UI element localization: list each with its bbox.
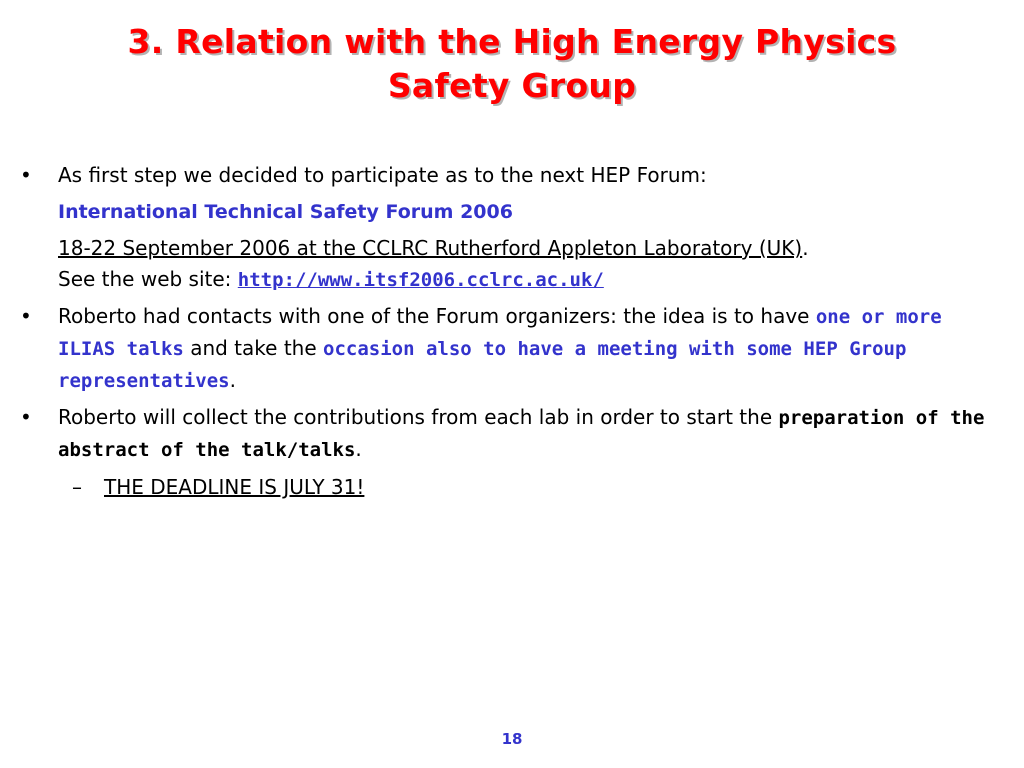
forum-name-line	[58, 196, 998, 228]
bullet-item-2	[20, 301, 998, 397]
sub-bullet-item	[72, 472, 998, 503]
bullet-2-text	[58, 301, 998, 397]
bullet-1-text: As first step we decided to participate as to the next HEP Forum:	[58, 163, 707, 187]
bullet-marker: •	[20, 405, 32, 429]
bullet-2-highlight-2: occasion also to have a meeting with some HEP Group representatives	[58, 338, 907, 392]
bullet-marker: •	[20, 163, 32, 187]
title-line-2: Safety Group	[387, 66, 637, 105]
forum-name: International Technical Safety Forum 2006	[58, 201, 513, 223]
website-link[interactable]: http://www.itsf2006.cclrc.ac.uk/	[237, 269, 604, 291]
forum-dates-location: 18-22 September 2006 at the CCLRC Rutherford Appleton Laboratory (UK)	[58, 236, 803, 260]
deadline-text: THE DEADLINE IS JULY 31!	[104, 475, 365, 499]
forum-dates-period: .	[802, 236, 809, 260]
bullet-2-highlight-1: one or more ILIAS talks	[58, 306, 942, 360]
slide-title	[60, 20, 964, 108]
bullet-2-text-before: Roberto had contacts with one of the Forum organizers: the idea is to have	[58, 304, 816, 328]
bullet-item-3	[20, 402, 998, 466]
dash-marker: –	[72, 475, 82, 499]
bullet-2-text-after: .	[229, 368, 236, 392]
bullet-item-1	[20, 160, 998, 296]
forum-details	[58, 233, 998, 296]
slide-body	[20, 160, 998, 503]
bullet-3-text-after: .	[355, 437, 362, 461]
website-label: See the web site:	[58, 267, 238, 291]
bullet-3-text	[58, 402, 998, 466]
page-number: 18	[501, 730, 523, 748]
bullet-2-text-middle: and take the	[183, 336, 323, 360]
bullet-marker: •	[20, 304, 32, 328]
bullet-3-bold: preparation of the abstract of the talk/talks	[58, 407, 985, 461]
bullet-3-text-before: Roberto will collect the contributions from each lab in order to start the	[58, 405, 779, 429]
title-line-1: 3. Relation with the High Energy Physics	[127, 22, 897, 61]
